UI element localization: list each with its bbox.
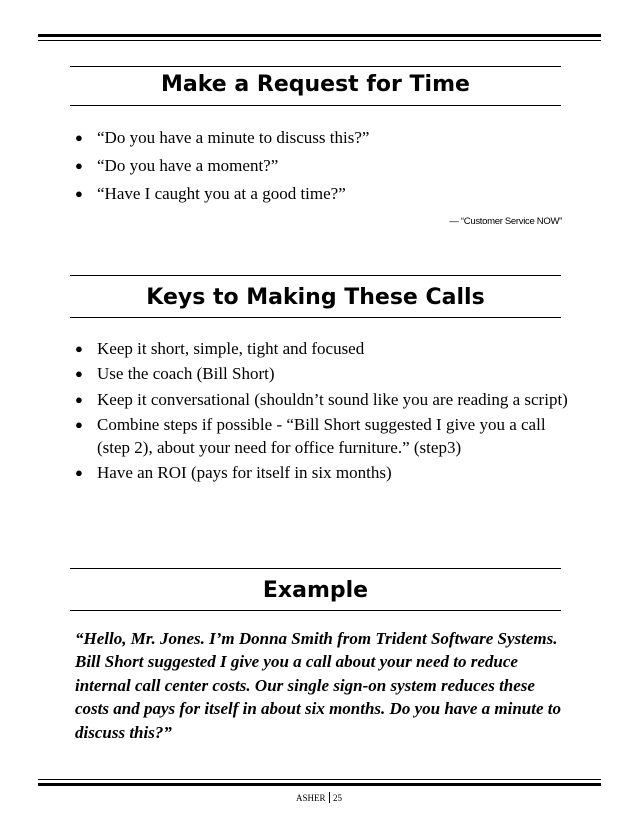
footer-author: ASHER	[295, 793, 326, 803]
bottom-thick-rule	[38, 783, 601, 786]
section-1-list	[75, 127, 571, 212]
page-number: 25	[333, 793, 342, 803]
bullet-icon: ●	[75, 158, 83, 174]
section-1-bottom-rule	[70, 105, 561, 106]
top-thin-rule	[38, 40, 601, 41]
example-quote: “Hello, Mr. Jones. I’m Donna Smith from Trident Software Systems. Bill Short suggested I give you a call about your need to reduce internal call center costs. Our single sign-on system reduces these costs and pays for itself in about six months. Do you have a minute to discuss this?”	[75, 629, 561, 742]
section-1-heading: Make a Request for Time	[161, 72, 470, 97]
bullet-icon: ●	[75, 391, 83, 407]
section-2-bottom-rule	[70, 317, 561, 318]
section-2-list	[75, 338, 571, 487]
bullet-icon: ●	[75, 130, 83, 145]
list-item: ● “Do you have a moment?”	[75, 155, 571, 178]
section-3-heading: Example	[262, 578, 369, 603]
list-item: ● “Have I caught you at a good time?”	[75, 183, 571, 206]
section-2-top-rule	[70, 275, 561, 276]
bullet-icon: ●	[75, 416, 83, 432]
top-thick-rule	[38, 34, 601, 37]
list-item: ● Use the coach (Bill Short)	[75, 363, 571, 386]
bullet-icon: ●	[75, 464, 83, 480]
list-item: ● Have an ROI (pays for itself in six months)	[75, 462, 571, 485]
attribution: — “Customer Service NOW”	[449, 216, 562, 227]
footer-separator	[329, 792, 331, 803]
section-2-heading: Keys to Making These Calls	[146, 285, 485, 310]
section-3-bottom-rule	[70, 610, 561, 611]
section-3-top-rule	[70, 568, 561, 569]
list-item: ● Keep it conversational (shouldn’t sound like you are reading a script)	[75, 389, 571, 412]
section-1-top-rule	[70, 66, 561, 67]
list-item: ● Combine steps if possible - “Bill Short suggested I give you a call (step 2), about your need for office furniture.” (step3)	[75, 414, 546, 457]
bottom-thin-rule	[38, 779, 601, 780]
bullet-icon: ●	[75, 366, 83, 382]
page-footer	[0, 792, 638, 803]
bullet-icon: ●	[75, 341, 83, 356]
list-item: ● “Do you have a minute to discuss this?”	[75, 127, 571, 150]
list-item: ● Keep it short, simple, tight and focused	[75, 338, 571, 361]
bullet-icon: ●	[75, 186, 83, 202]
